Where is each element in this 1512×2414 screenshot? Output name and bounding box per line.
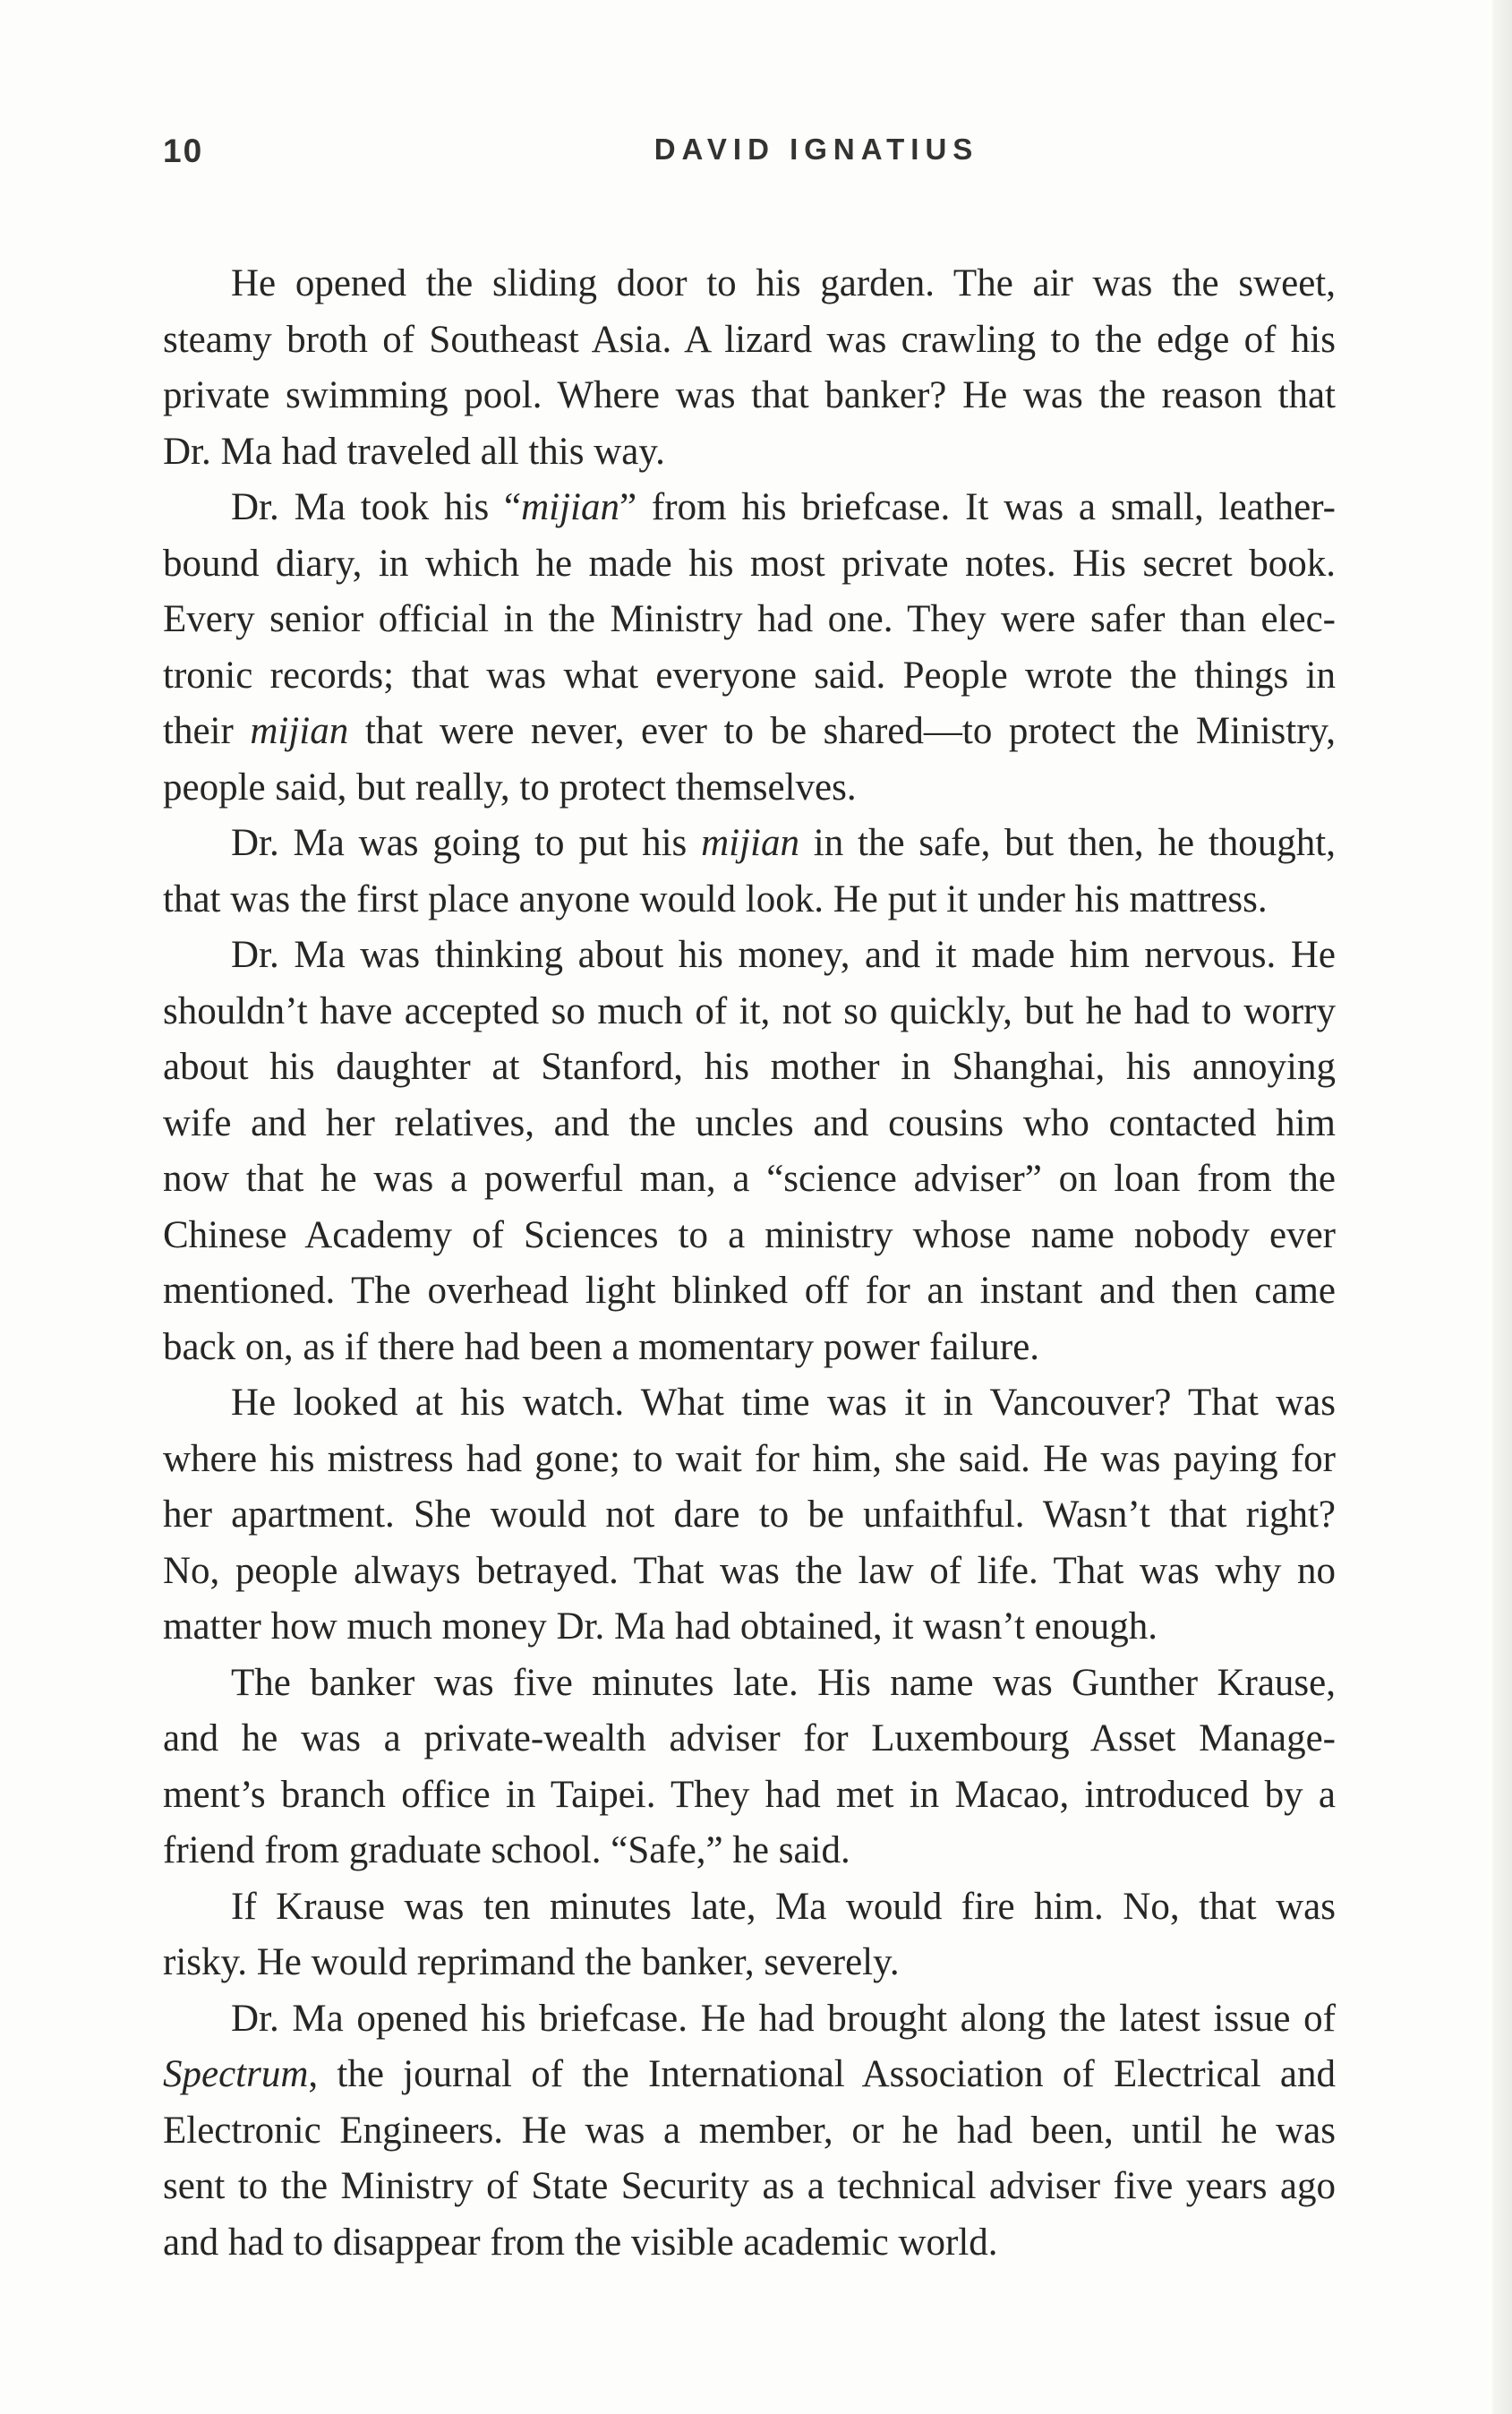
- text-line: people said, but really, to protect themselves.: [163, 766, 857, 809]
- text-line: ment’s branch office in Taipei. They had met in Macao, introduced by a: [163, 1773, 1336, 1816]
- text-line: risky. He would reprimand the banker, severely.: [163, 1941, 900, 1983]
- text-line: He opened the sliding door to his garden. The air was the sweet,: [231, 262, 1336, 304]
- italic-term: mijian: [250, 710, 349, 752]
- text-line: mentioned. The overhead light blinked off for an instant and then came: [163, 1270, 1336, 1312]
- text-line: and he was a private-wealth adviser for Luxembourg Asset Manage-: [163, 1717, 1336, 1759]
- text-line: The banker was five minutes late. His name was Gunther Krause,: [231, 1661, 1336, 1704]
- text-line: wife and her relatives, and the uncles and cousins who contacted him: [163, 1101, 1336, 1144]
- running-head: [163, 133, 1336, 177]
- text-line: her apartment. She would not dare to be unfaithful. Wasn’t that right?: [163, 1494, 1336, 1536]
- paragraph: [163, 1879, 1336, 1991]
- text-line: shouldn’t have accepted so much of it, not so quickly, but he had to worry: [163, 989, 1336, 1032]
- page-edge-shadow: [1492, 0, 1512, 2414]
- body-text: [163, 256, 1336, 2271]
- text-line: steamy broth of Southeast Asia. A lizard was crawling to the edge of his: [163, 318, 1336, 361]
- text-line: Dr. Ma was thinking about his money, and it made him nervous. He: [231, 934, 1336, 976]
- paragraph: [163, 1656, 1336, 1879]
- paragraph: [163, 816, 1336, 928]
- italic-term: mijian: [701, 822, 799, 864]
- italic-term: mijian: [521, 486, 620, 528]
- text-line: No, people always betrayed. That was the law of life. That was why no: [163, 1549, 1336, 1592]
- text-line: private swimming pool. Where was that banker? He was the reason that: [163, 374, 1336, 416]
- text-line: Dr. Ma opened his briefcase. He had brought along the latest issue of: [231, 1997, 1336, 2040]
- paragraph: [163, 256, 1336, 480]
- running-title: DAVID IGNATIUS: [653, 133, 979, 166]
- text-line: now that he was a powerful man, a “science adviser” on loan from the: [163, 1158, 1336, 1200]
- italic-term: Spectrum: [163, 2053, 309, 2095]
- text-line: If Krause was ten minutes late, Ma would fire him. No, that was: [231, 1885, 1336, 1928]
- text-line: Spectrum, the journal of the International Association of Electrical and: [163, 2053, 1336, 2095]
- text-line: about his daughter at Stanford, his mother in Shanghai, his annoying: [163, 1046, 1336, 1088]
- paragraph: [163, 928, 1336, 1375]
- text-line: Electronic Engineers. He was a member, or he had been, until he was: [163, 2109, 1336, 2152]
- paragraph: [163, 480, 1336, 816]
- text-line: where his mistress had gone; to wait for him, she said. He was paying for: [163, 1437, 1336, 1480]
- text-line: Dr. Ma took his “mijian” from his briefcase. It was a small, leather-: [231, 486, 1336, 528]
- text-line: Chinese Academy of Sciences to a ministry whose name nobody ever: [163, 1213, 1336, 1256]
- text-line: that was the first place anyone would look. He put it under his mattress.: [163, 877, 1268, 920]
- text-line: their mijian that were never, ever to be shared—to protect the Ministry,: [163, 710, 1336, 752]
- paragraph: [163, 1991, 1336, 2272]
- text-line: back on, as if there had been a momentary power failure.: [163, 1325, 1040, 1368]
- text-line: bound diary, in which he made his most private notes. His secret book.: [163, 542, 1336, 585]
- text-line: Every senior official in the Ministry had one. They were safer than elec-: [163, 598, 1336, 640]
- text-line: Dr. Ma had traveled all this way.: [163, 430, 665, 473]
- text-line: matter how much money Dr. Ma had obtained, it wasn’t enough.: [163, 1605, 1158, 1648]
- text-line: tronic records; that was what everyone said. People wrote the things in: [163, 654, 1336, 697]
- text-line: Dr. Ma was going to put his mijian in the safe, but then, he thought,: [231, 822, 1336, 864]
- text-line: sent to the Ministry of State Security as a technical adviser five years ago: [163, 2165, 1336, 2207]
- text-line: friend from graduate school. “Safe,” he said.: [163, 1829, 850, 1871]
- page-number: 10: [163, 133, 204, 169]
- text-line: and had to disappear from the visible academic world.: [163, 2221, 998, 2264]
- text-line: He looked at his watch. What time was it in Vancouver? That was: [231, 1382, 1336, 1424]
- paragraph: [163, 1375, 1336, 1656]
